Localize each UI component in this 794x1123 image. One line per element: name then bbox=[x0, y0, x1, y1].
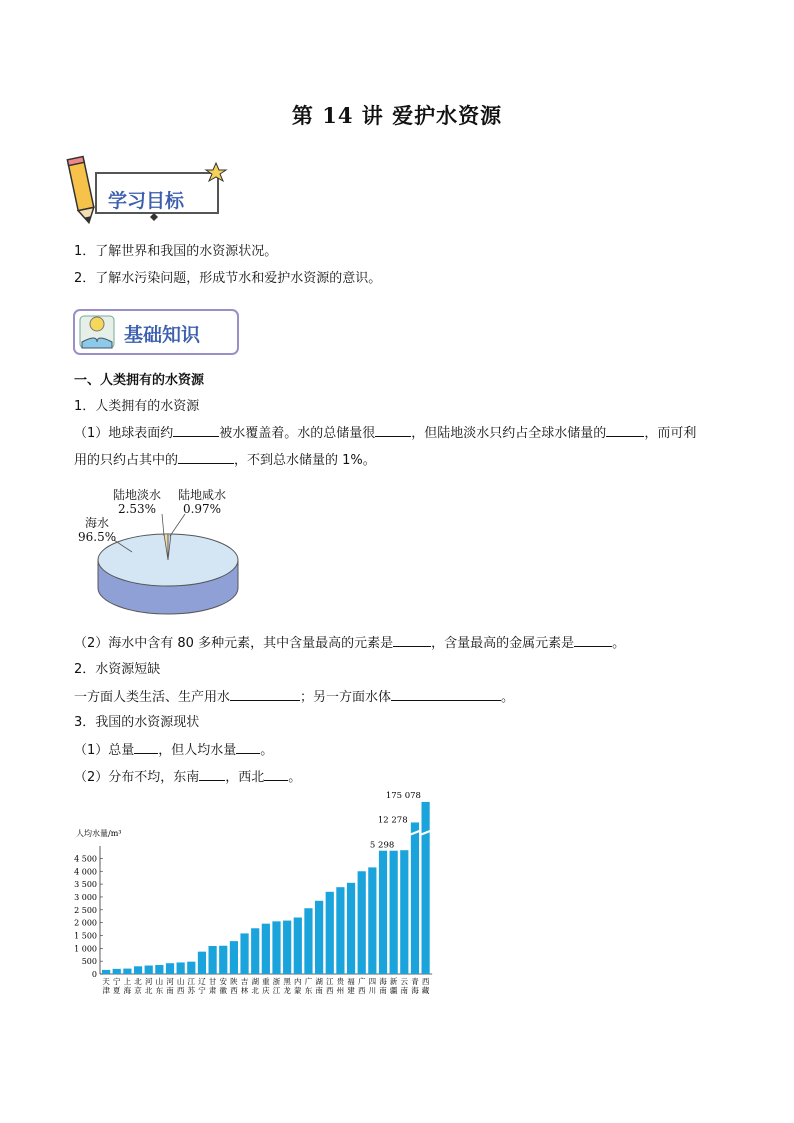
q1-text-a: （1）地球表面约 bbox=[74, 426, 174, 441]
x-tick-label: 南 bbox=[379, 986, 387, 995]
q2-text-c: 。 bbox=[612, 636, 626, 651]
q1-text-c: ，但陆地淡水只约占全球水储量的 bbox=[411, 426, 607, 441]
y-tick-label: 2 000 bbox=[74, 918, 97, 928]
x-tick-label: 东 bbox=[155, 986, 164, 995]
x-tick-label: 辽 bbox=[198, 977, 206, 986]
x-tick-label: 福 bbox=[347, 977, 355, 986]
y-tick-label: 2 500 bbox=[74, 905, 97, 915]
answer-blank[interactable] bbox=[236, 741, 260, 754]
x-tick-label: 海 bbox=[123, 986, 132, 995]
bar-安徽 bbox=[219, 946, 227, 974]
question-2 bbox=[74, 634, 625, 653]
pie-label-salt bbox=[178, 488, 226, 516]
y-tick-label: 1 000 bbox=[74, 944, 97, 954]
pie-label-sea-value: 96.5% bbox=[78, 530, 117, 544]
pie-label-fresh bbox=[113, 488, 161, 516]
pie-label-salt-name: 陆地咸水 bbox=[178, 488, 227, 502]
pie-label-fresh-name: 陆地淡水 bbox=[113, 488, 162, 502]
water-distribution-pie bbox=[72, 478, 262, 620]
x-tick-label: 河 bbox=[144, 977, 153, 986]
q3-text-b: ，但人均水量 bbox=[158, 743, 237, 758]
answer-blank[interactable] bbox=[606, 424, 644, 437]
x-tick-label: 天 bbox=[102, 977, 110, 986]
answer-blank[interactable] bbox=[264, 768, 288, 781]
x-tick-label: 北 bbox=[251, 986, 259, 995]
basic-knowledge-badge bbox=[72, 306, 242, 358]
question-4 bbox=[74, 768, 301, 787]
bar-西藏 bbox=[422, 802, 430, 974]
x-tick-label: 河 bbox=[166, 977, 174, 986]
q1-text-f: ，不到总水储量的 1%。 bbox=[234, 453, 376, 468]
x-tick-label: 西 bbox=[421, 977, 430, 986]
x-tick-label: 云 bbox=[400, 977, 409, 986]
y-tick-label: 500 bbox=[81, 957, 97, 967]
answer-blank[interactable] bbox=[393, 634, 431, 647]
bar-湖南 bbox=[315, 901, 323, 974]
bar-内蒙古 bbox=[294, 917, 302, 974]
y-tick-label: 3 500 bbox=[74, 880, 97, 890]
sub-heading-1: 1．人类拥有的水资源 bbox=[74, 399, 200, 414]
y-tick-label: 4 500 bbox=[74, 854, 97, 864]
x-tick-label: 江 bbox=[187, 977, 196, 986]
bar-吉林 bbox=[240, 933, 248, 974]
bar-湖北 bbox=[251, 928, 259, 974]
answer-blank[interactable] bbox=[134, 741, 158, 754]
x-tick-label: 川 bbox=[368, 986, 377, 995]
shortage-text-c: 。 bbox=[501, 690, 515, 705]
x-tick-label: 重 bbox=[262, 977, 270, 986]
bar-广东 bbox=[304, 908, 312, 974]
answer-blank[interactable] bbox=[199, 768, 225, 781]
pie-label-fresh-value: 2.53% bbox=[117, 502, 157, 516]
x-tick-label: 安 bbox=[219, 977, 227, 986]
q1-text-d: ，而可利 bbox=[644, 426, 697, 441]
shortage-line bbox=[74, 688, 514, 707]
bar-广西 bbox=[358, 871, 366, 974]
axis-break-mark bbox=[399, 845, 409, 849]
data-label: 175 078 bbox=[385, 791, 421, 802]
question-1-line-1 bbox=[74, 424, 696, 443]
bar-天津 bbox=[102, 970, 110, 974]
q2-text-a: （2）海水中含有 80 多种元素，其中含量最高的元素是 bbox=[74, 636, 394, 651]
bar-北京 bbox=[134, 966, 142, 974]
x-tick-label: 苏 bbox=[187, 986, 196, 995]
bar-河南 bbox=[166, 963, 174, 974]
learning-goals-badge bbox=[66, 155, 236, 230]
x-tick-label: 建 bbox=[347, 986, 355, 995]
answer-blank[interactable] bbox=[391, 688, 501, 701]
pie-label-sea bbox=[78, 516, 116, 544]
answer-blank[interactable] bbox=[574, 634, 612, 647]
x-tick-label: 新 bbox=[389, 977, 398, 986]
bar-海南 bbox=[379, 851, 387, 974]
goal-item-1: 1．了解世界和我国的水资源状况。 bbox=[74, 244, 278, 259]
x-tick-label: 津 bbox=[102, 986, 110, 995]
x-tick-label: 南 bbox=[166, 986, 174, 995]
x-tick-label: 徽 bbox=[219, 986, 227, 995]
bar-黑龙江 bbox=[283, 921, 291, 974]
bar-宁夏 bbox=[113, 969, 121, 974]
x-tick-label: 浙 bbox=[272, 977, 281, 986]
bar-辽宁 bbox=[198, 952, 206, 974]
sub-heading-3: 3．我国的水资源现状 bbox=[74, 715, 200, 730]
per-capita-water-bar-chart bbox=[70, 791, 440, 1020]
x-tick-label: 藏 bbox=[421, 986, 430, 995]
x-tick-label: 上 bbox=[123, 977, 132, 986]
q4-text-b: ，西北 bbox=[225, 770, 265, 785]
x-tick-label: 京 bbox=[134, 986, 142, 995]
x-tick-label: 北 bbox=[144, 986, 153, 995]
x-tick-label: 肃 bbox=[208, 986, 217, 995]
x-tick-label: 山 bbox=[155, 977, 164, 986]
x-tick-label: 黑 bbox=[283, 977, 291, 986]
x-tick-label: 西 bbox=[326, 986, 334, 995]
x-tick-label: 广 bbox=[357, 977, 366, 986]
bar-河北 bbox=[145, 966, 153, 974]
x-tick-label: 四 bbox=[368, 977, 377, 986]
x-tick-label: 西 bbox=[230, 986, 238, 995]
answer-blank[interactable] bbox=[178, 451, 234, 464]
bar-贵州 bbox=[336, 887, 344, 974]
x-tick-label: 广 bbox=[304, 977, 313, 986]
q2-text-b: ，含量最高的金属元素是 bbox=[431, 636, 575, 651]
pie-label-salt-value: 0.97% bbox=[182, 502, 222, 516]
x-tick-label: 山 bbox=[176, 977, 185, 986]
x-tick-label: 江 bbox=[272, 986, 281, 995]
x-tick-label: 州 bbox=[336, 986, 345, 995]
bar-陕西 bbox=[230, 941, 238, 974]
bar-新疆 bbox=[390, 851, 398, 974]
x-tick-label: 湖 bbox=[251, 977, 259, 986]
learning-goals-label: 学习目标 bbox=[108, 190, 185, 212]
x-tick-label: 甘 bbox=[208, 977, 217, 986]
bar-江西 bbox=[326, 892, 334, 974]
x-tick-label: 南 bbox=[400, 986, 409, 995]
q3-text-c: 。 bbox=[260, 743, 274, 758]
bar-青海 bbox=[411, 822, 419, 974]
x-tick-label: 南 bbox=[315, 986, 323, 995]
x-tick-label: 蒙 bbox=[294, 986, 302, 995]
data-label: 12 278 bbox=[377, 815, 408, 826]
goal-item-2: 2．了解水污染问题，形成节水和爱护水资源的意识。 bbox=[74, 271, 382, 286]
x-tick-label: 宁 bbox=[113, 977, 121, 986]
x-tick-label: 疆 bbox=[389, 986, 398, 995]
y-tick-label: 3 000 bbox=[74, 892, 97, 902]
x-tick-label: 湖 bbox=[315, 977, 323, 986]
x-tick-label: 林 bbox=[240, 986, 249, 995]
bar-山东 bbox=[155, 965, 163, 974]
data-label: 5 298 bbox=[369, 840, 395, 851]
answer-blank[interactable] bbox=[230, 688, 300, 701]
x-tick-label: 西 bbox=[176, 986, 185, 995]
shortage-text-a: 一方面人类生活、生产用水 bbox=[74, 690, 231, 705]
heading-water-resources: 一、人类拥有的水资源 bbox=[74, 373, 205, 388]
basic-knowledge-label: 基础知识 bbox=[124, 324, 201, 346]
x-tick-label: 北 bbox=[134, 977, 142, 986]
page-title: 第 14 讲 爱护水资源 bbox=[291, 103, 503, 128]
bar-重庆 bbox=[262, 924, 270, 974]
bar-福建 bbox=[347, 883, 355, 974]
answer-blank[interactable] bbox=[173, 424, 219, 437]
x-tick-label: 庆 bbox=[262, 986, 270, 995]
bar-山西 bbox=[177, 962, 185, 974]
bar-浙江 bbox=[272, 921, 280, 974]
question-3 bbox=[74, 741, 273, 760]
sub-heading-2: 2．水资源短缺 bbox=[74, 662, 161, 677]
y-tick-label: 1 500 bbox=[74, 931, 97, 941]
bar-江苏 bbox=[187, 962, 195, 974]
x-tick-label: 内 bbox=[294, 977, 302, 986]
x-tick-label: 龙 bbox=[283, 986, 291, 995]
bar-甘肃 bbox=[209, 946, 217, 974]
x-tick-label: 江 bbox=[326, 977, 334, 986]
x-tick-label: 陕 bbox=[230, 977, 238, 986]
shortage-text-b: ；另一方面水体 bbox=[300, 690, 392, 705]
bar-云南 bbox=[400, 850, 408, 974]
x-tick-label: 吉 bbox=[240, 977, 249, 986]
y-axis-label: 人均水量/m³ bbox=[76, 829, 122, 838]
q3-text-a: （1）总量 bbox=[74, 743, 135, 758]
y-tick-label: 4 000 bbox=[74, 867, 97, 877]
y-tick-label: 0 bbox=[91, 970, 97, 979]
x-tick-label: 夏 bbox=[113, 986, 121, 995]
x-tick-label: 西 bbox=[357, 986, 366, 995]
bar-四川 bbox=[368, 867, 376, 974]
q1-text-b: 被水覆盖着。水的总储量很 bbox=[219, 426, 376, 441]
q4-text-a: （2）分布不均，东南 bbox=[74, 770, 200, 785]
question-1-line-2 bbox=[74, 451, 376, 470]
x-tick-label: 东 bbox=[304, 986, 313, 995]
x-tick-label: 青 bbox=[411, 977, 419, 986]
x-tick-label: 贵 bbox=[336, 977, 345, 986]
answer-blank[interactable] bbox=[375, 424, 411, 437]
x-tick-label: 海 bbox=[411, 986, 419, 995]
x-tick-label: 海 bbox=[379, 977, 387, 986]
bar-上海 bbox=[123, 969, 131, 974]
q4-text-c: 。 bbox=[288, 770, 302, 785]
q1-text-e: 用的只约占其中的 bbox=[74, 453, 179, 468]
pie-label-sea-name: 海水 bbox=[85, 516, 110, 530]
x-tick-label: 宁 bbox=[198, 986, 206, 995]
